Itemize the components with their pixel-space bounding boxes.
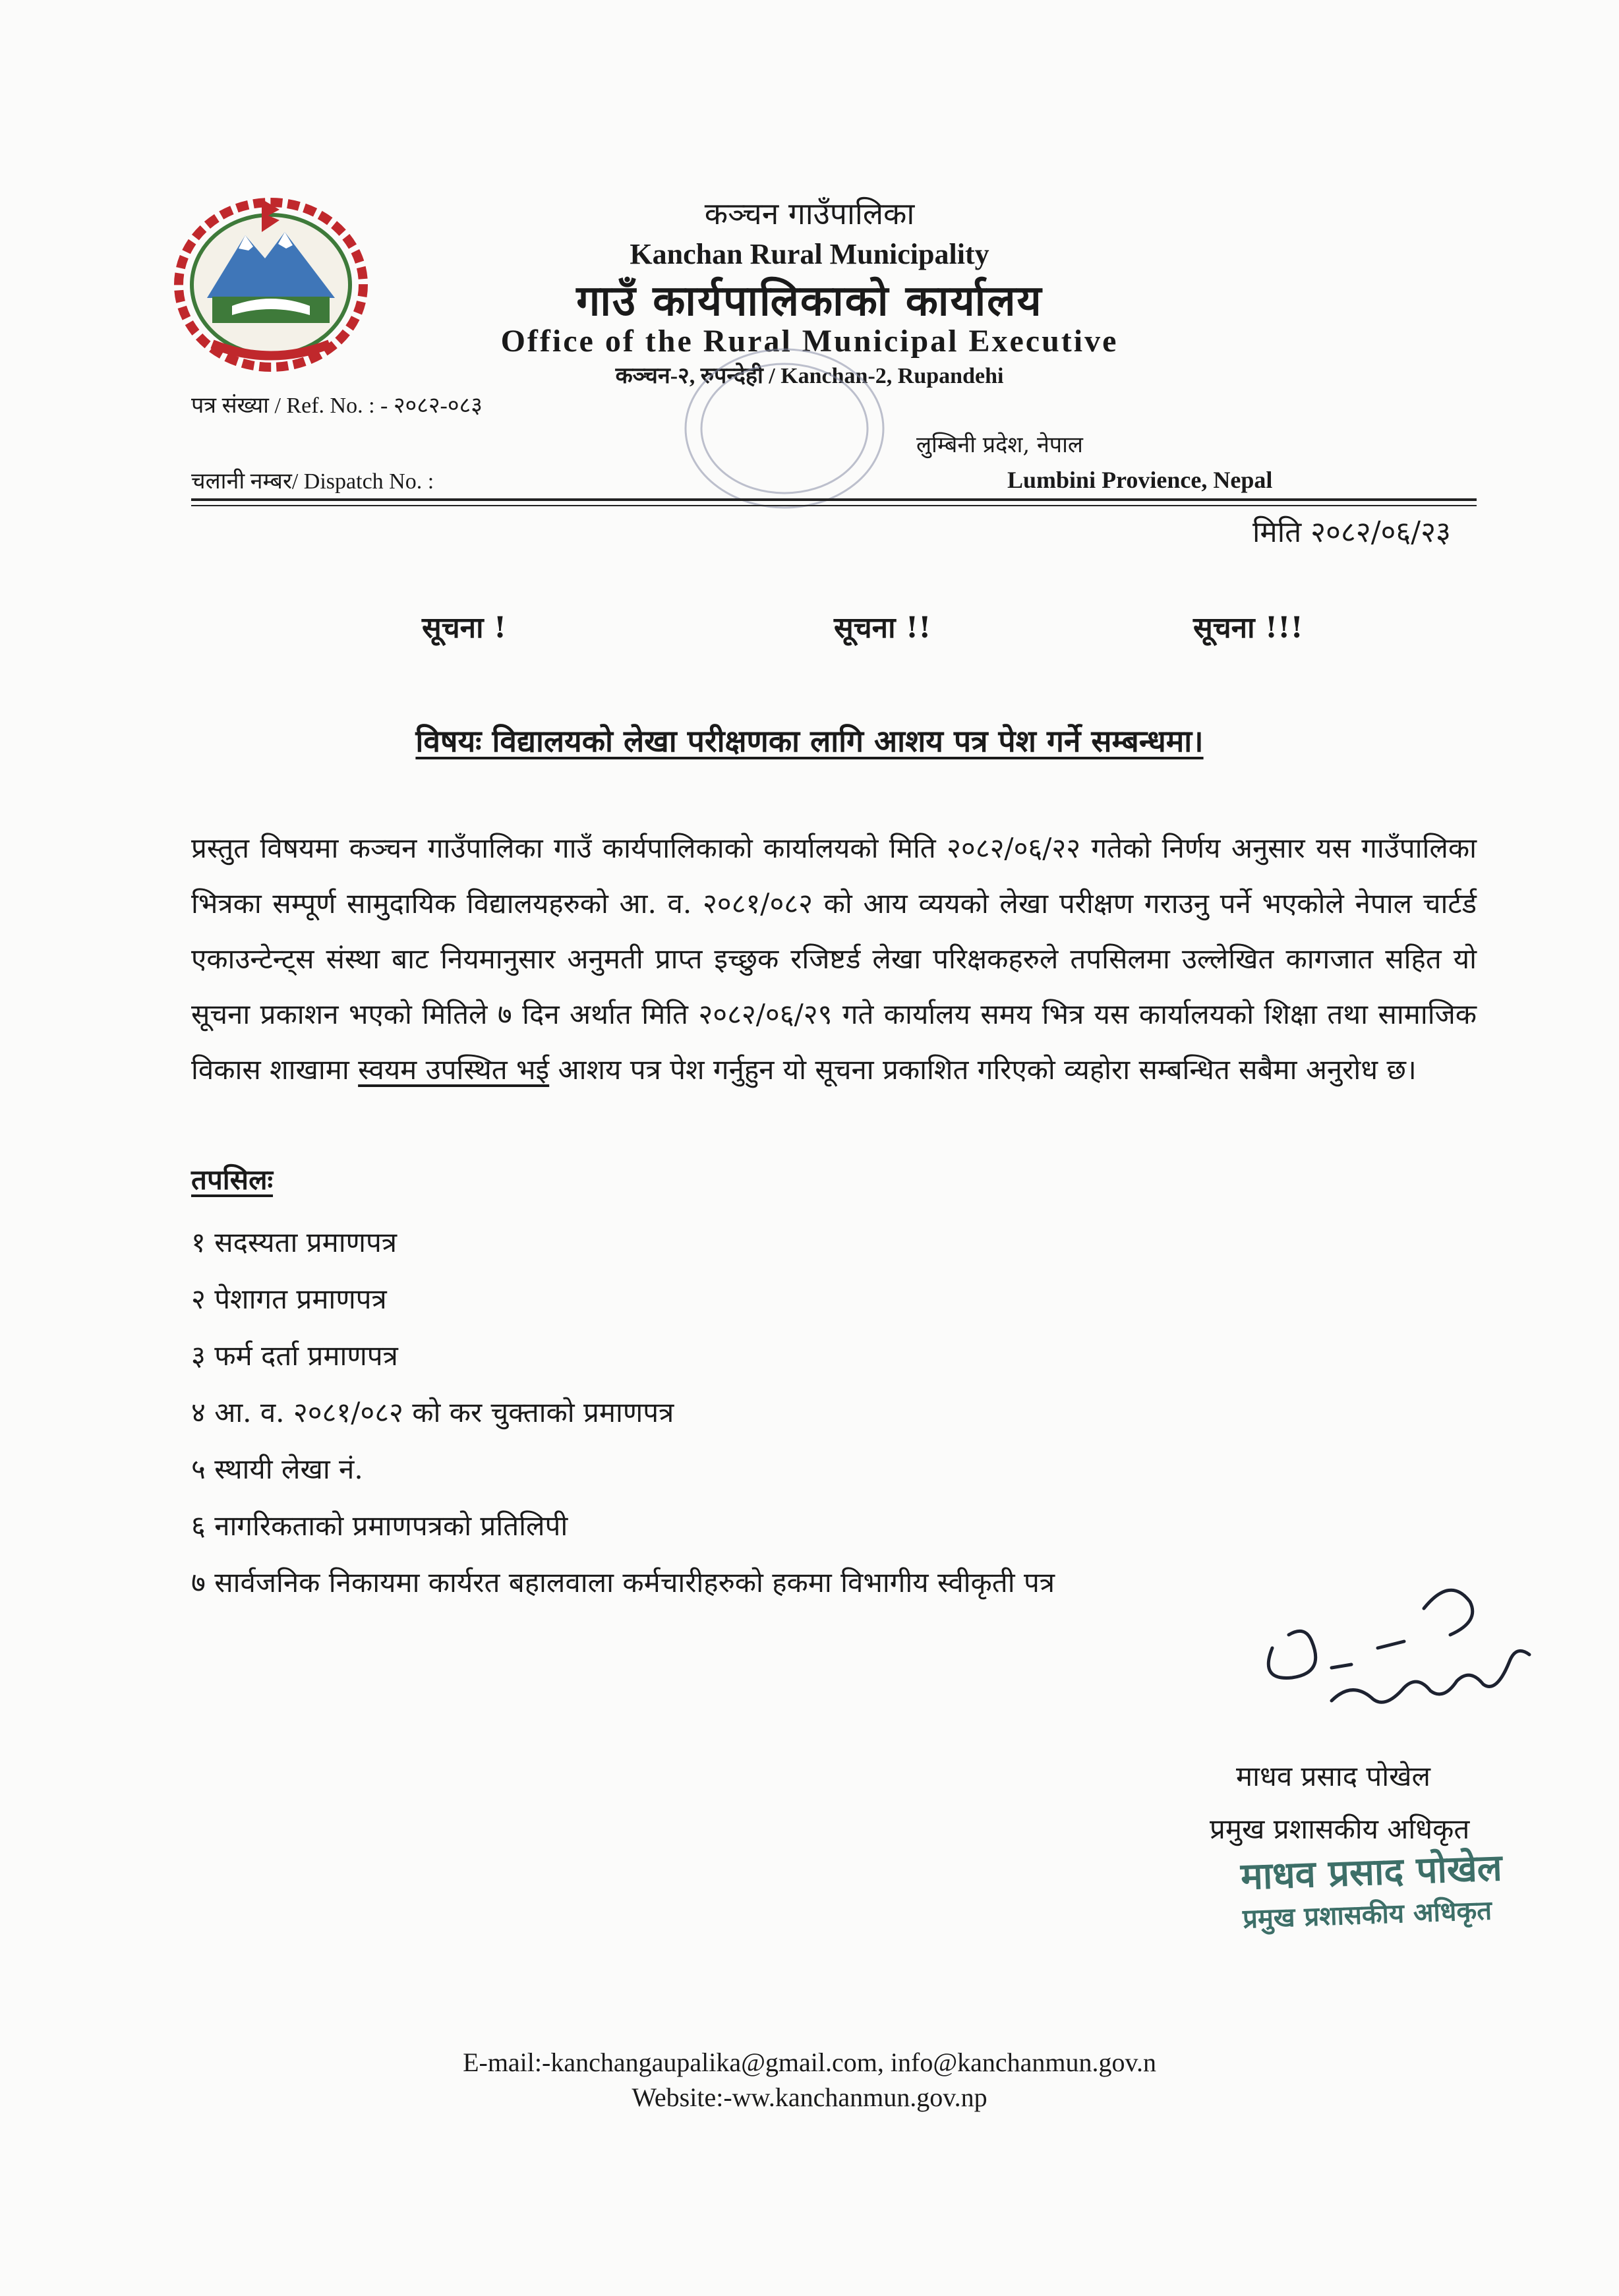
- notice-heading-1: सूचना !: [422, 611, 507, 645]
- signer-name: माधव प्रसाद पोखेल: [1236, 1760, 1430, 1792]
- list-item: ३ फर्म दर्ता प्रमाणपत्र: [191, 1339, 398, 1372]
- seal-signer-name: माधव प्रसाद पोखेल: [1240, 1846, 1503, 1899]
- province-english: Lumbini Provience, Nepal: [1007, 467, 1273, 493]
- list-item: ६ नागरिकताको प्रमाणपत्रको प्रतिलिपी: [191, 1510, 568, 1542]
- list-item: ५ स्थायी लेखा नं.: [191, 1453, 363, 1485]
- notice-heading-2: सूचना !!: [834, 611, 931, 645]
- list-item: २ पेशागत प्रमाणपत्र: [191, 1283, 387, 1315]
- handwritten-signature-icon: [1252, 1569, 1556, 1747]
- body-text-start: प्रस्तुत विषयमा कञ्चन गाउँपालिका गाउँ कार्यपालिकाको कार्यालयको मिति २०८२/०६/२२ गतेको निर्णय अनुसार यस गाउँपालिका भित्रका सम्पूर्ण सामुदायिक विद्यालयहरुको आ. व. २०८१/०८२ को आय व्ययको लेखा परीक्षण गराउनु पर्ने भएकोले नेपाल चार्टर्ड एकाउन्टेन्ट्स संस्था बाट नियमानुसार अनुमती प्राप्त इच्छुक रजिष्टर्ड लेखा परिक्षकहरुले तपसिलमा उल्लेखित कागजात सहित यो सूचना प्रकाशन भएको मितिले ७ दिन अर्थात मिति २०८२/०६/२९ गते कार्यालय समय भित्र यस कार्यालयको शिक्षा तथा सामाजिक विकास शाखामा: [191, 832, 1477, 1086]
- municipality-name-devanagari: कञ्चन गाउँपालिका: [704, 196, 915, 231]
- list-item: ४ आ. व. २०८१/०८२ को कर चुक्ताको प्रमाणपत्र: [191, 1396, 674, 1428]
- list-item: ७ सार्वजनिक निकायमा कार्यरत बहालवाला कर्मचारीहरुको हकमा विभागीय स्वीकृती पत्र: [191, 1566, 1055, 1599]
- signer-title: प्रमुख प्रशासकीय अधिकृत: [1210, 1813, 1470, 1845]
- reference-number: पत्र संख्या / Ref. No. : - २०८२-०८३: [191, 394, 483, 418]
- subject-line: विषयः विद्यालयको लेखा परीक्षणका लागि आशय पत्र पेश गर्ने सम्बन्धमा।: [415, 723, 1204, 759]
- office-name-english: Office of the Rural Municipal Executive: [500, 324, 1119, 359]
- body-text-emphasis: स्वयम उपस्थित भई: [358, 1053, 550, 1086]
- dispatch-number: चलानी नम्बर/ Dispatch No. :: [191, 469, 434, 494]
- list-item: १ सदस्यता प्रमाणपत्र: [191, 1226, 397, 1258]
- attachments-heading: तपसिलः: [191, 1163, 274, 1196]
- office-rubber-stamp-icon: [672, 330, 897, 527]
- municipality-name-english: Kanchan Rural Municipality: [630, 238, 989, 270]
- attachments-list: [191, 1214, 1055, 1611]
- seal-signer-title: प्रमुख प्रशासकीय अधिकृत: [1242, 1895, 1492, 1935]
- office-address: कञ्चन-२, रुपन्देही / Kanchan-2, Rupandehi: [615, 364, 1004, 388]
- office-name-devanagari: गाउँ कार्यपालिकाको कार्यालय: [576, 276, 1043, 326]
- body-text-end: आशय पत्र पेश गर्नुहुन यो सूचना प्रकाशित गरिएको व्यहोरा सम्बन्धित सबैमा अनुरोध छ।: [549, 1053, 1417, 1086]
- footer-email: E-mail:-kanchangaupalika@gmail.com, info@kanchanmun.gov.n: [463, 2047, 1156, 2077]
- header-divider: [191, 498, 1477, 501]
- notice-heading-3: सूचना !!!: [1193, 611, 1303, 645]
- body-paragraph: [191, 821, 1477, 1098]
- header-divider-thin: [191, 505, 1477, 506]
- footer-website: Website:-ww.kanchanmun.gov.np: [632, 2082, 987, 2112]
- letter-date: मिति २०८२/०६/२३: [1252, 515, 1451, 549]
- province-devanagari: लुम्बिनी प्रदेश, नेपाल: [916, 432, 1083, 458]
